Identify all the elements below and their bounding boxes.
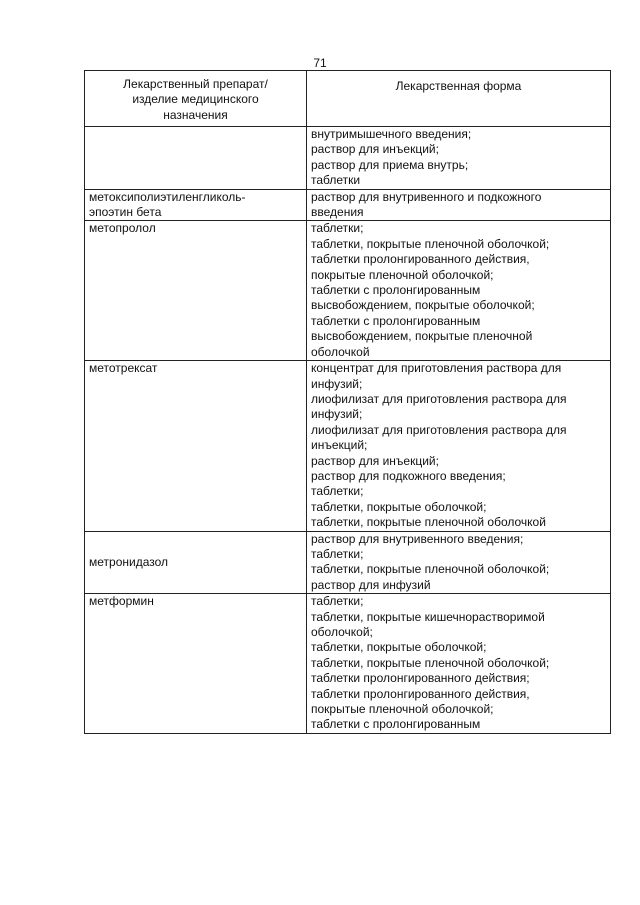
table-header (85, 71, 611, 127)
dosage-form-line: инъекций; (311, 438, 368, 453)
drug-cell (85, 189, 307, 221)
drug-table (84, 70, 611, 734)
dosage-form-line: высвобождением, покрытые пленочной (311, 329, 533, 344)
dosage-form-line: таблетки, покрытые пленочной оболочкой (311, 515, 546, 530)
dosage-form-line: таблетки, покрытые пленочной оболочкой; (311, 562, 550, 577)
dosage-form-line: таблетки (311, 173, 361, 188)
form-cell (307, 531, 611, 594)
drug-cell (85, 361, 307, 531)
dosage-form-line: таблетки; (311, 594, 364, 609)
dosage-form-line: таблетки; (311, 221, 364, 236)
drug-cell (85, 221, 307, 361)
dosage-form-line: таблетки пролонгированного действия, (311, 252, 530, 267)
dosage-form-line: покрытые пленочной оболочкой; (311, 267, 494, 282)
header-line: Лекарственная форма (395, 79, 522, 93)
dosage-form-line: высвобождением, покрытые оболочкой; (311, 298, 535, 313)
header-drug (85, 71, 307, 127)
dosage-form-line: покрытые пленочной оболочкой; (311, 702, 494, 717)
form-cell (307, 221, 611, 361)
dosage-form-line: таблетки пролонгированного действия, (311, 686, 530, 701)
dosage-form-line: раствор для приема внутрь; (311, 157, 469, 172)
form-cell (307, 189, 611, 221)
table-row (85, 361, 611, 531)
table-row (85, 189, 611, 221)
dosage-form-line: таблетки, покрытые оболочкой; (311, 640, 487, 655)
dosage-form-line: инфузий; (311, 407, 363, 422)
dosage-form-line: таблетки с пролонгированным (311, 717, 481, 732)
drug-name-line: метопролол (89, 221, 156, 236)
dosage-form-line: таблетки, покрытые пленочной оболочкой; (311, 655, 550, 670)
header-row (85, 71, 611, 127)
form-cell (307, 594, 611, 734)
drug-cell (85, 594, 307, 734)
dosage-form-line: раствор для подкожного введения; (311, 468, 506, 483)
dosage-form-line: введения (311, 205, 364, 220)
drug-name-line: метотрексат (89, 361, 158, 376)
drug-cell (85, 531, 307, 594)
dosage-form-line: лиофилизат для приготовления раствора для (311, 391, 567, 406)
dosage-form-line: раствор для инъекций; (311, 453, 439, 468)
header-line: изделие медицинского (132, 92, 259, 107)
drug-name-line: метформин (89, 594, 154, 609)
dosage-form-line: таблетки, покрытые оболочкой; (311, 499, 487, 514)
header-line: Лекарственный препарат/ (123, 77, 268, 91)
page-number: 71 (313, 56, 327, 70)
dosage-form-line: концентрат для приготовления раствора для (311, 361, 562, 376)
dosage-form-line: раствор для внутривенного и подкожного (311, 189, 542, 204)
dosage-form-line: таблетки, покрытые кишечнорастворимой (311, 609, 545, 624)
drug-name-line: метоксиполиэтиленгликоль- (89, 189, 246, 204)
dosage-form-line: внутримышечного введения; (311, 127, 472, 141)
dosage-form-line: таблетки с пролонгированным (311, 313, 481, 328)
dosage-form-line: инфузий; (311, 376, 363, 391)
dosage-form-line: таблетки пролонгированного действия; (311, 671, 530, 686)
form-cell (307, 361, 611, 531)
dosage-form-line: оболочкой; (311, 625, 373, 639)
form-cell (307, 127, 611, 190)
drug-name-line: метронидазол (89, 554, 169, 569)
header-line: назначения (163, 107, 228, 122)
table-row (85, 531, 611, 594)
table-row (85, 221, 611, 361)
table-row (85, 127, 611, 190)
dosage-form-line: таблетки, покрытые пленочной оболочкой; (311, 236, 550, 251)
dosage-form-line: таблетки; (311, 484, 364, 499)
drug-name-line: эпоэтин бета (89, 205, 162, 220)
drug-cell (85, 127, 307, 190)
header-form (307, 71, 611, 127)
dosage-form-line: таблетки с пролонгированным (311, 283, 481, 298)
dosage-form-line: оболочкой (311, 344, 370, 359)
dosage-form-line: раствор для инъекций; (311, 142, 439, 157)
dosage-form-line: лиофилизат для приготовления раствора для (311, 422, 567, 437)
table-row (85, 594, 611, 734)
table-body (85, 127, 611, 734)
dosage-form-line: раствор для внутривенного введения; (311, 531, 524, 546)
dosage-form-line: таблетки; (311, 546, 364, 561)
dosage-form-line: раствор для инфузий (311, 577, 431, 592)
